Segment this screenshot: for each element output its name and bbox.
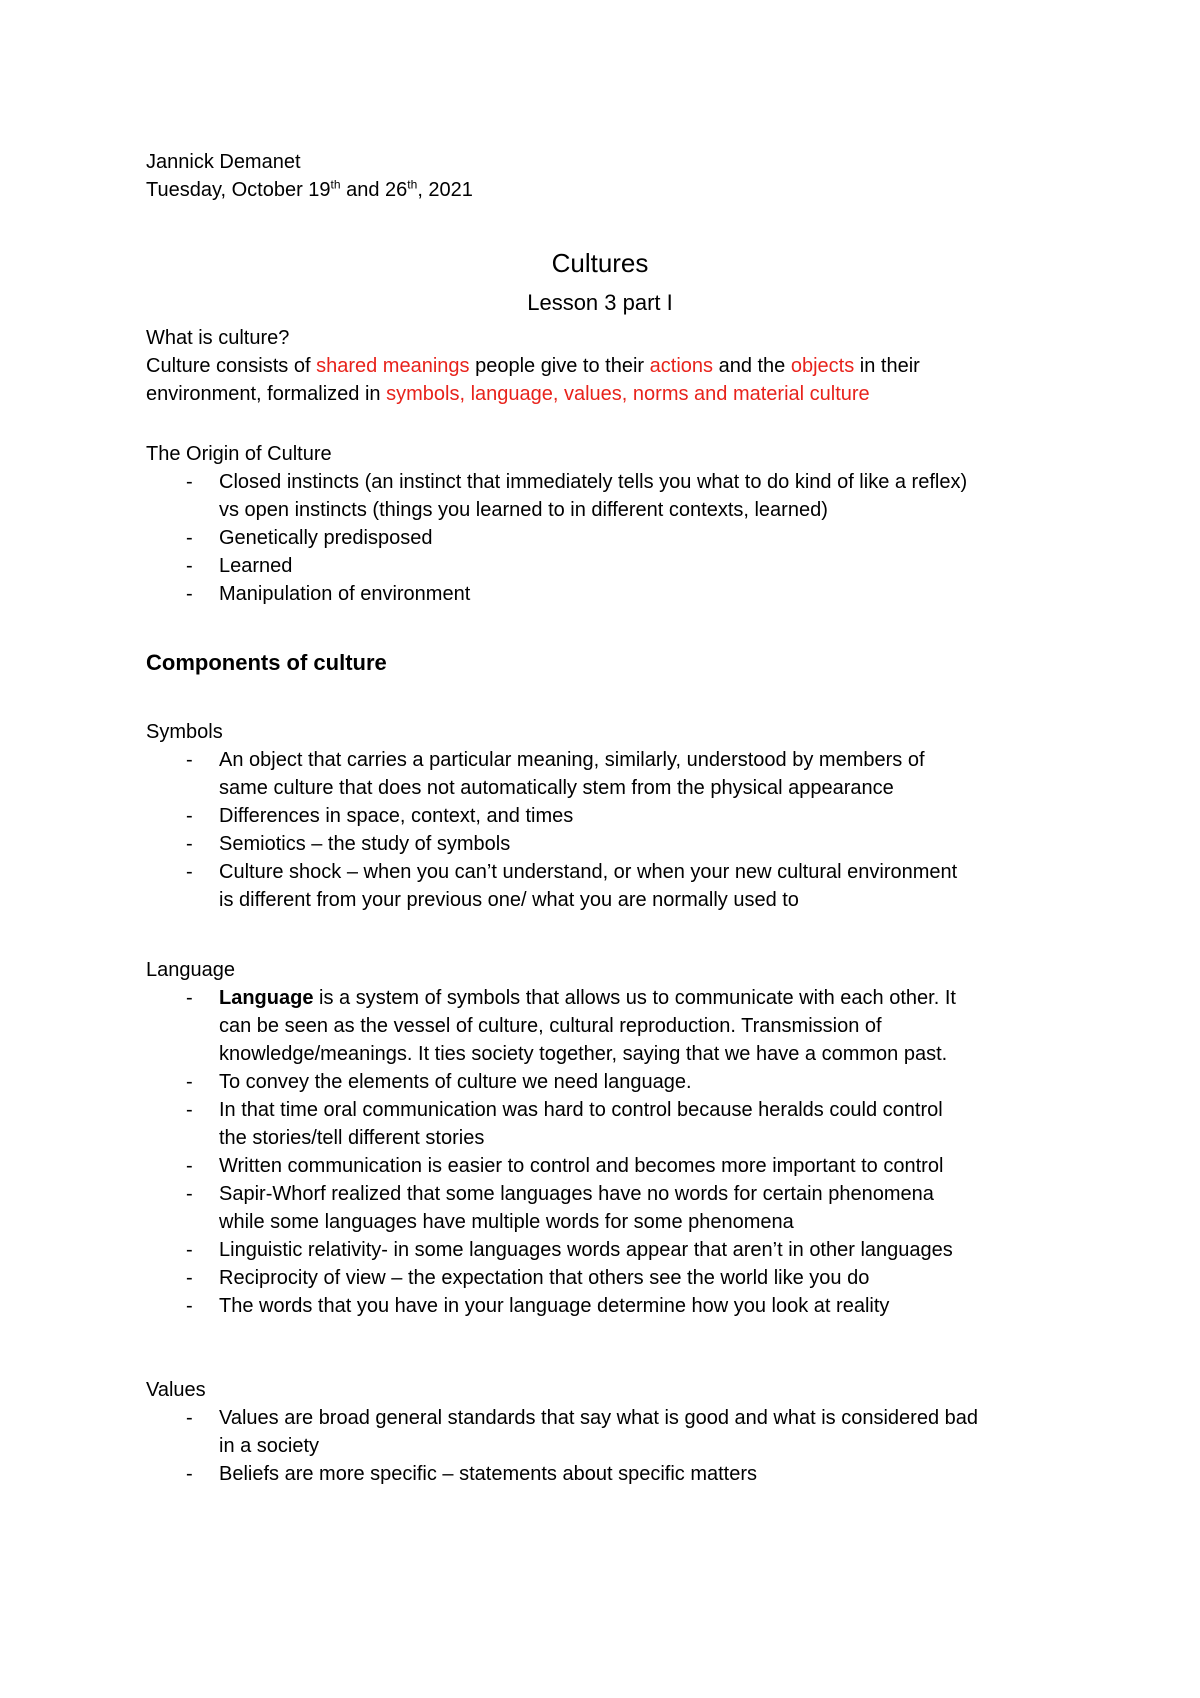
language-heading: Language <box>146 959 235 981</box>
components-heading: Components of culture <box>146 650 387 675</box>
origin-heading: The Origin of Culture <box>146 443 332 465</box>
values-heading: Values <box>146 1379 206 1401</box>
symbols-heading: Symbols <box>146 721 223 743</box>
author-name: Jannick Demanet <box>146 151 301 173</box>
document-title: Cultures <box>551 248 649 278</box>
intro-definition-line2: environment, formalized in symbols, language, values, norms and material culture <box>146 383 870 405</box>
document-page: Jannick Demanet Tuesday, October 19th and 26th, 2021 Cultures Lesson 3 part I What is culture? Culture consists of shared meanings people give to their actions and the objects in their environment, formalized in symbols, language, values, norms and material culture The Origin of Culture - Closed instincts (an instinct that immediately tells you what to do kind of like a reflex) vs open instincts (things you learned to in different contexts, learned) - Genetically predisposed - Learned - Manipulation of environment Components of culture Symbols - An object that carries a particular meaning, similarly, understood by members of same culture that does not automatically stem from the physical appearance - Differences in space, context, and times - Semiotics – the study of symbols - Culture shock – when you can’t understand, or when your new cultural environment is different from your previous one/ what you are normally used to Language - Language is a system of symbols that allows us to communicate with each other. It can be seen as the vessel of culture, cultural reproduction. Transmission of knowledge/meanings. It ties society together, saying that we have a common past. - To convey the elements of culture we need language. - In that time oral communication was hard to control because heralds could control the stories/tell different stories - Written communication is easier to control and becomes more important to control - Sapir-Whorf realized that some languages have no words for certain phenomena while some languages have multiple words for some phenomena - Linguistic relativity- in some languages words appear that aren’t in other languages - Reciprocity of view – the expectation that others see the world like you do - The words that you have in your language determine how you look at reality Values - Values are broad general standards that say what is good and what is considered bad in a society - Beliefs are more specific – statements about specific matters <box>0 0 1200 1698</box>
intro-question: What is culture? <box>146 327 290 349</box>
intro-definition-line1: Culture consists of shared meanings people give to their actions and the objects in their <box>146 355 920 377</box>
document-subtitle: Lesson 3 part I <box>527 290 673 315</box>
lecture-date: Tuesday, October 19th and 26th, 2021 <box>146 177 473 201</box>
